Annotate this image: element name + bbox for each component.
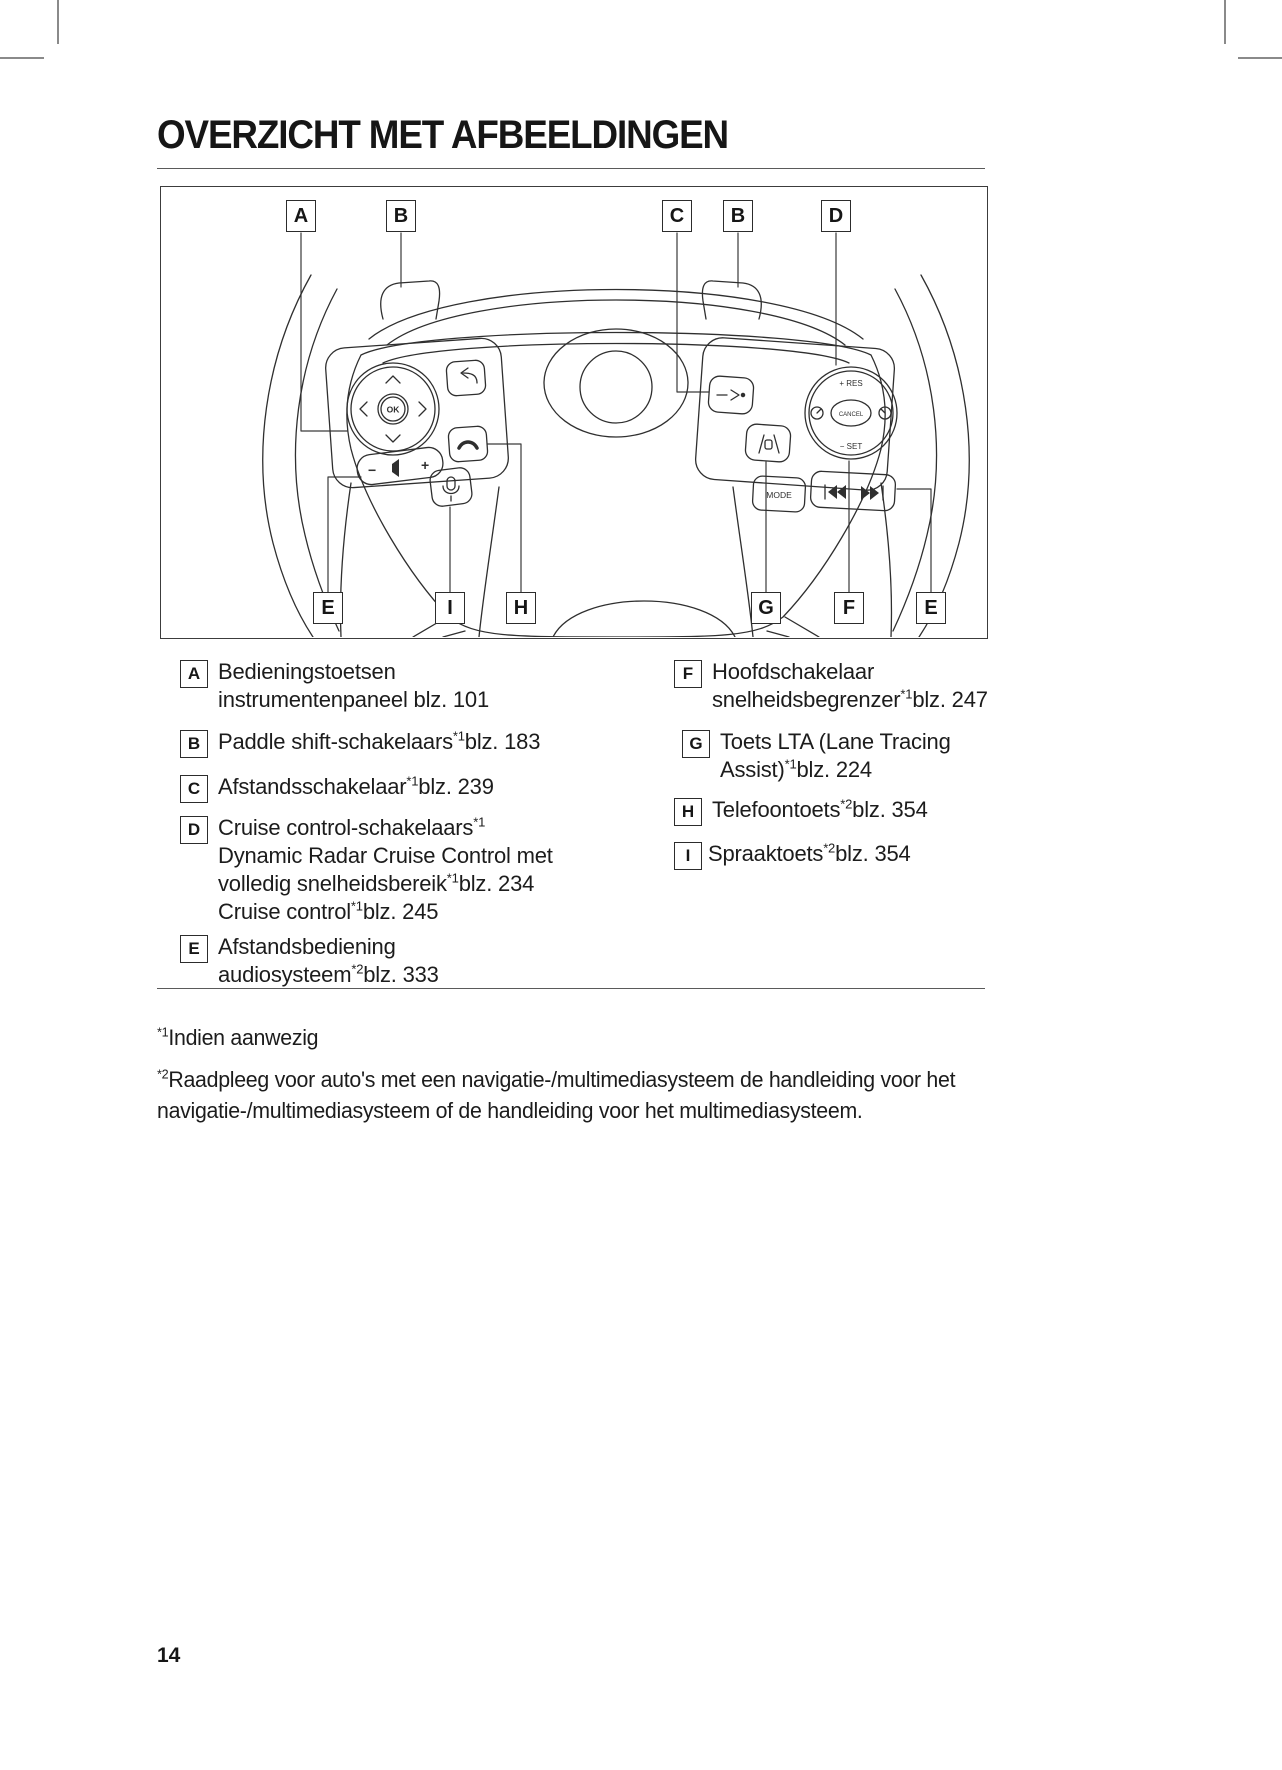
- legend-item-f: [674, 658, 1034, 714]
- res-label: + RES: [839, 379, 863, 388]
- legend-text-f: Hoofdschakelaar snelheidsbegrenzer$^{*1}$blz. 247: [712, 659, 988, 712]
- chevron-down-icon: [386, 435, 400, 442]
- speed-limiter-icon: [811, 407, 823, 419]
- legend-item-d: [180, 814, 620, 926]
- mode-label: MODE: [766, 490, 792, 500]
- callout-top-c: C: [662, 200, 692, 232]
- legend-left-column: [180, 658, 620, 989]
- legend-letter-d: D: [180, 816, 208, 844]
- right-cluster-pod: [694, 336, 895, 491]
- cancel-label: CANCEL: [838, 412, 864, 418]
- title-rule: [157, 168, 985, 169]
- chevron-up-icon: [386, 376, 400, 383]
- volume-down-label: −: [368, 462, 377, 478]
- callout-top-b-right: B: [723, 200, 753, 232]
- dpad: [347, 363, 439, 455]
- legend-text-a: Bedieningstoetsen instrumentenpaneel blz. 101: [218, 659, 490, 712]
- left-cluster-pod: [324, 337, 509, 489]
- callout-top-b-left: B: [386, 200, 416, 232]
- steering-column-shroud: [369, 290, 863, 346]
- track-buttons: [810, 471, 896, 511]
- volume-rocker: [355, 446, 444, 486]
- callout-bottom-h: H: [506, 592, 536, 624]
- next-track-icon: [861, 486, 883, 500]
- right-control-cluster: [694, 336, 897, 512]
- steering-wheel-figure: [160, 186, 988, 639]
- callout-bottom-f: F: [834, 592, 864, 624]
- legend-item-g: [682, 728, 1034, 784]
- speaker-icon: [392, 459, 399, 477]
- legend-letter-b: B: [180, 730, 208, 758]
- callout-bottom-e-left: E: [313, 592, 343, 624]
- legend-letter-f: F: [674, 660, 702, 688]
- footnote-1: $^{*1}$Indien aanwezig: [157, 1024, 319, 1050]
- left-paddle-shifter: [381, 281, 440, 319]
- chevron-right-icon: [419, 402, 426, 416]
- legend-text-d: Cruise control-schakelaars$^{*1}$ Dynamic Radar Cruise Control met volledig snelheidsbereik$^{*1}$blz. 234 Cruise control$^{*1}$blz. 245: [218, 814, 553, 924]
- phone-icon: [459, 442, 477, 448]
- legend-item-e: [180, 933, 620, 989]
- crop-mark-top-right-vertical: [1224, 0, 1226, 44]
- legend-letter-a: A: [180, 660, 208, 688]
- ok-button-label: OK: [386, 404, 400, 415]
- voice-button: [429, 467, 473, 508]
- callout-top-a: A: [286, 200, 316, 232]
- cruise-control-pad: [805, 367, 897, 459]
- page-title: OVERZICHT MET AFBEELDINGEN: [157, 112, 729, 157]
- legend-letter-g: G: [682, 730, 710, 758]
- back-button: [446, 360, 486, 397]
- legend-text-h: Telefoontoets$^{*2}$blz. 354: [712, 796, 928, 822]
- phone-button: [448, 426, 488, 463]
- back-arrow-icon: [463, 373, 477, 383]
- legend-text-i: Spraaktoets$^{*2}$blz. 354: [708, 840, 911, 866]
- legend-letter-c: C: [180, 775, 208, 803]
- distance-button: [708, 376, 754, 415]
- legend-item-i: [674, 840, 1034, 870]
- legend-rule: [157, 988, 985, 989]
- callout-bottom-e-right: E: [916, 592, 946, 624]
- legend-text-e: Afstandsbediening audiosysteem$^{*2}$blz. 333: [218, 934, 439, 987]
- crop-mark-top-right-horizontal: [1238, 57, 1282, 59]
- legend-right-column: [674, 658, 1034, 870]
- vehicle-distance-icon: [717, 390, 745, 400]
- volume-up-label: +: [421, 457, 430, 473]
- legend-item-a: [180, 658, 620, 714]
- legend-item-b: [180, 728, 620, 758]
- footnote-2: $^{*2}$Raadpleeg voor auto's met een navigatie-/multimediasysteem de handleiding voor het navigatie-/multimediasysteem of de handleiding voor het multimediasysteem.: [157, 1066, 956, 1123]
- steering-wheel-diagram: [161, 187, 986, 637]
- horn-pad: [544, 329, 688, 437]
- callout-bottom-i: I: [435, 592, 465, 624]
- crop-mark-top-left-vertical: [57, 0, 59, 44]
- legend-letter-i: I: [674, 842, 702, 870]
- legend-letter-h: H: [674, 798, 702, 826]
- set-label: − SET: [839, 442, 863, 451]
- legend-text-c: Afstandsschakelaar$^{*1}$blz. 239: [218, 773, 494, 799]
- lower-spokes: [340, 483, 891, 637]
- lta-button: [745, 424, 791, 463]
- page-number: 14: [157, 1644, 181, 1667]
- crop-mark-top-left-horizontal: [0, 57, 44, 59]
- callout-top-d: D: [821, 200, 851, 232]
- legend-text-g: Toets LTA (Lane Tracing Assist)$^{*1}$blz. 224: [720, 729, 951, 782]
- legend-letter-e: E: [180, 935, 208, 963]
- left-control-cluster: [324, 337, 509, 507]
- callout-bottom-g: G: [751, 592, 781, 624]
- legend-text-b: Paddle shift-schakelaars$^{*1}$blz. 183: [218, 728, 541, 754]
- legend-item-c: [180, 773, 620, 803]
- legend-item-h: [674, 796, 1034, 826]
- mode-button: [752, 476, 806, 513]
- chevron-left-icon: [360, 402, 367, 416]
- lane-tracing-icon: [759, 435, 779, 453]
